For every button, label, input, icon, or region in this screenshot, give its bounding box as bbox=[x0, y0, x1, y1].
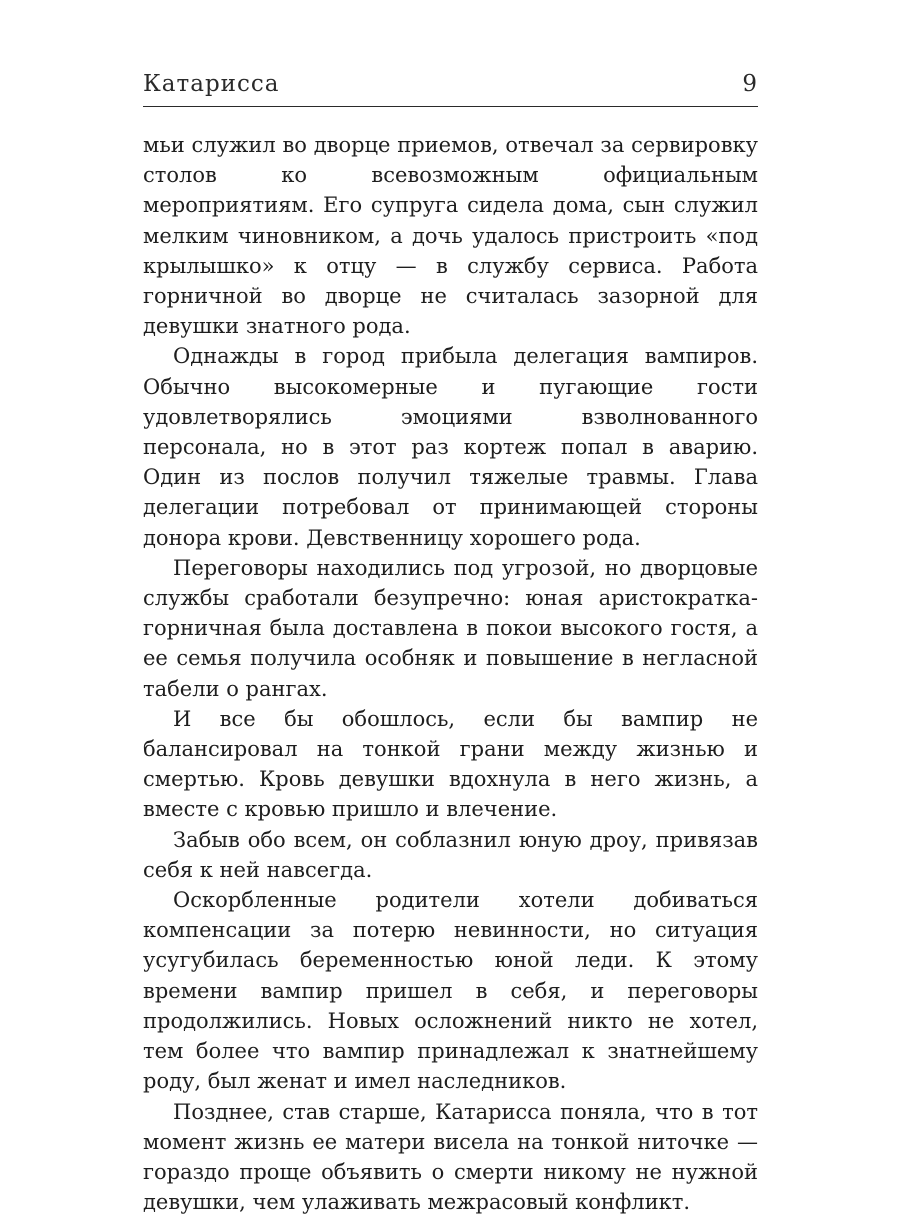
paragraph-6: Оскорбленные родители хотели добиваться компенсации за потерю невинности, но ситуация усугубилась беременностью юной леди. К этому времени вампир пришел в себя, и переговоры продолжились. Новых осложнений никто не хотел, тем более что вампир принадлежал к знатнейшему роду, был женат и имел наследников. bbox=[143, 885, 758, 1096]
header-divider bbox=[143, 106, 758, 107]
body-text bbox=[143, 130, 758, 1217]
paragraph-2: Однажды в город прибыла делегация вампиров. Обычно высокомерные и пугающие гости удовлетворялись эмоциями взволнованного персонала, но в этот раз кортеж попал в аварию. Один из послов получил тяжелые травмы. Глава делегации потребовал от принимающей стороны донора крови. Девственницу хорошего рода. bbox=[143, 341, 758, 552]
paragraph-3: Переговоры находились под угрозой, но дворцовые службы сработали безупречно: юная аристократка-горничная была доставлена в покои высокого гостя, а ее семья получила особняк и повышение в негласной табели о рангах. bbox=[143, 553, 758, 704]
running-title: Катарисса bbox=[143, 71, 279, 97]
paragraph-7: Позднее, став старше, Катарисса поняла, что в тот момент жизнь ее матери висела на тонкой ниточке — гораздо проще объявить о смерти никому не нужной девушки, чем улаживать межрасовый конфликт. bbox=[143, 1097, 758, 1217]
paragraph-4: И все бы обошлось, если бы вампир не балансировал на тонкой грани между жизнью и смертью. Кровь девушки вдохнула в него жизнь, а вместе с кровью пришло и влечение. bbox=[143, 704, 758, 825]
page-number: 9 bbox=[742, 71, 758, 97]
paragraph-5: Забыв обо всем, он соблазнил юную дроу, привязав себя к ней навсегда. bbox=[143, 825, 758, 885]
paragraph-1: мьи служил во дворце приемов, отвечал за сервировку столов ко всевозможным официальным мероприятиям. Его супруга сидела дома, сын служил мелким чиновником, а дочь удалось пристроить «под крылышко» к отцу — в службу сервиса. Работа горничной во дворце не считалась зазорной для девушки знатного рода. bbox=[143, 130, 758, 341]
running-head bbox=[143, 66, 758, 102]
